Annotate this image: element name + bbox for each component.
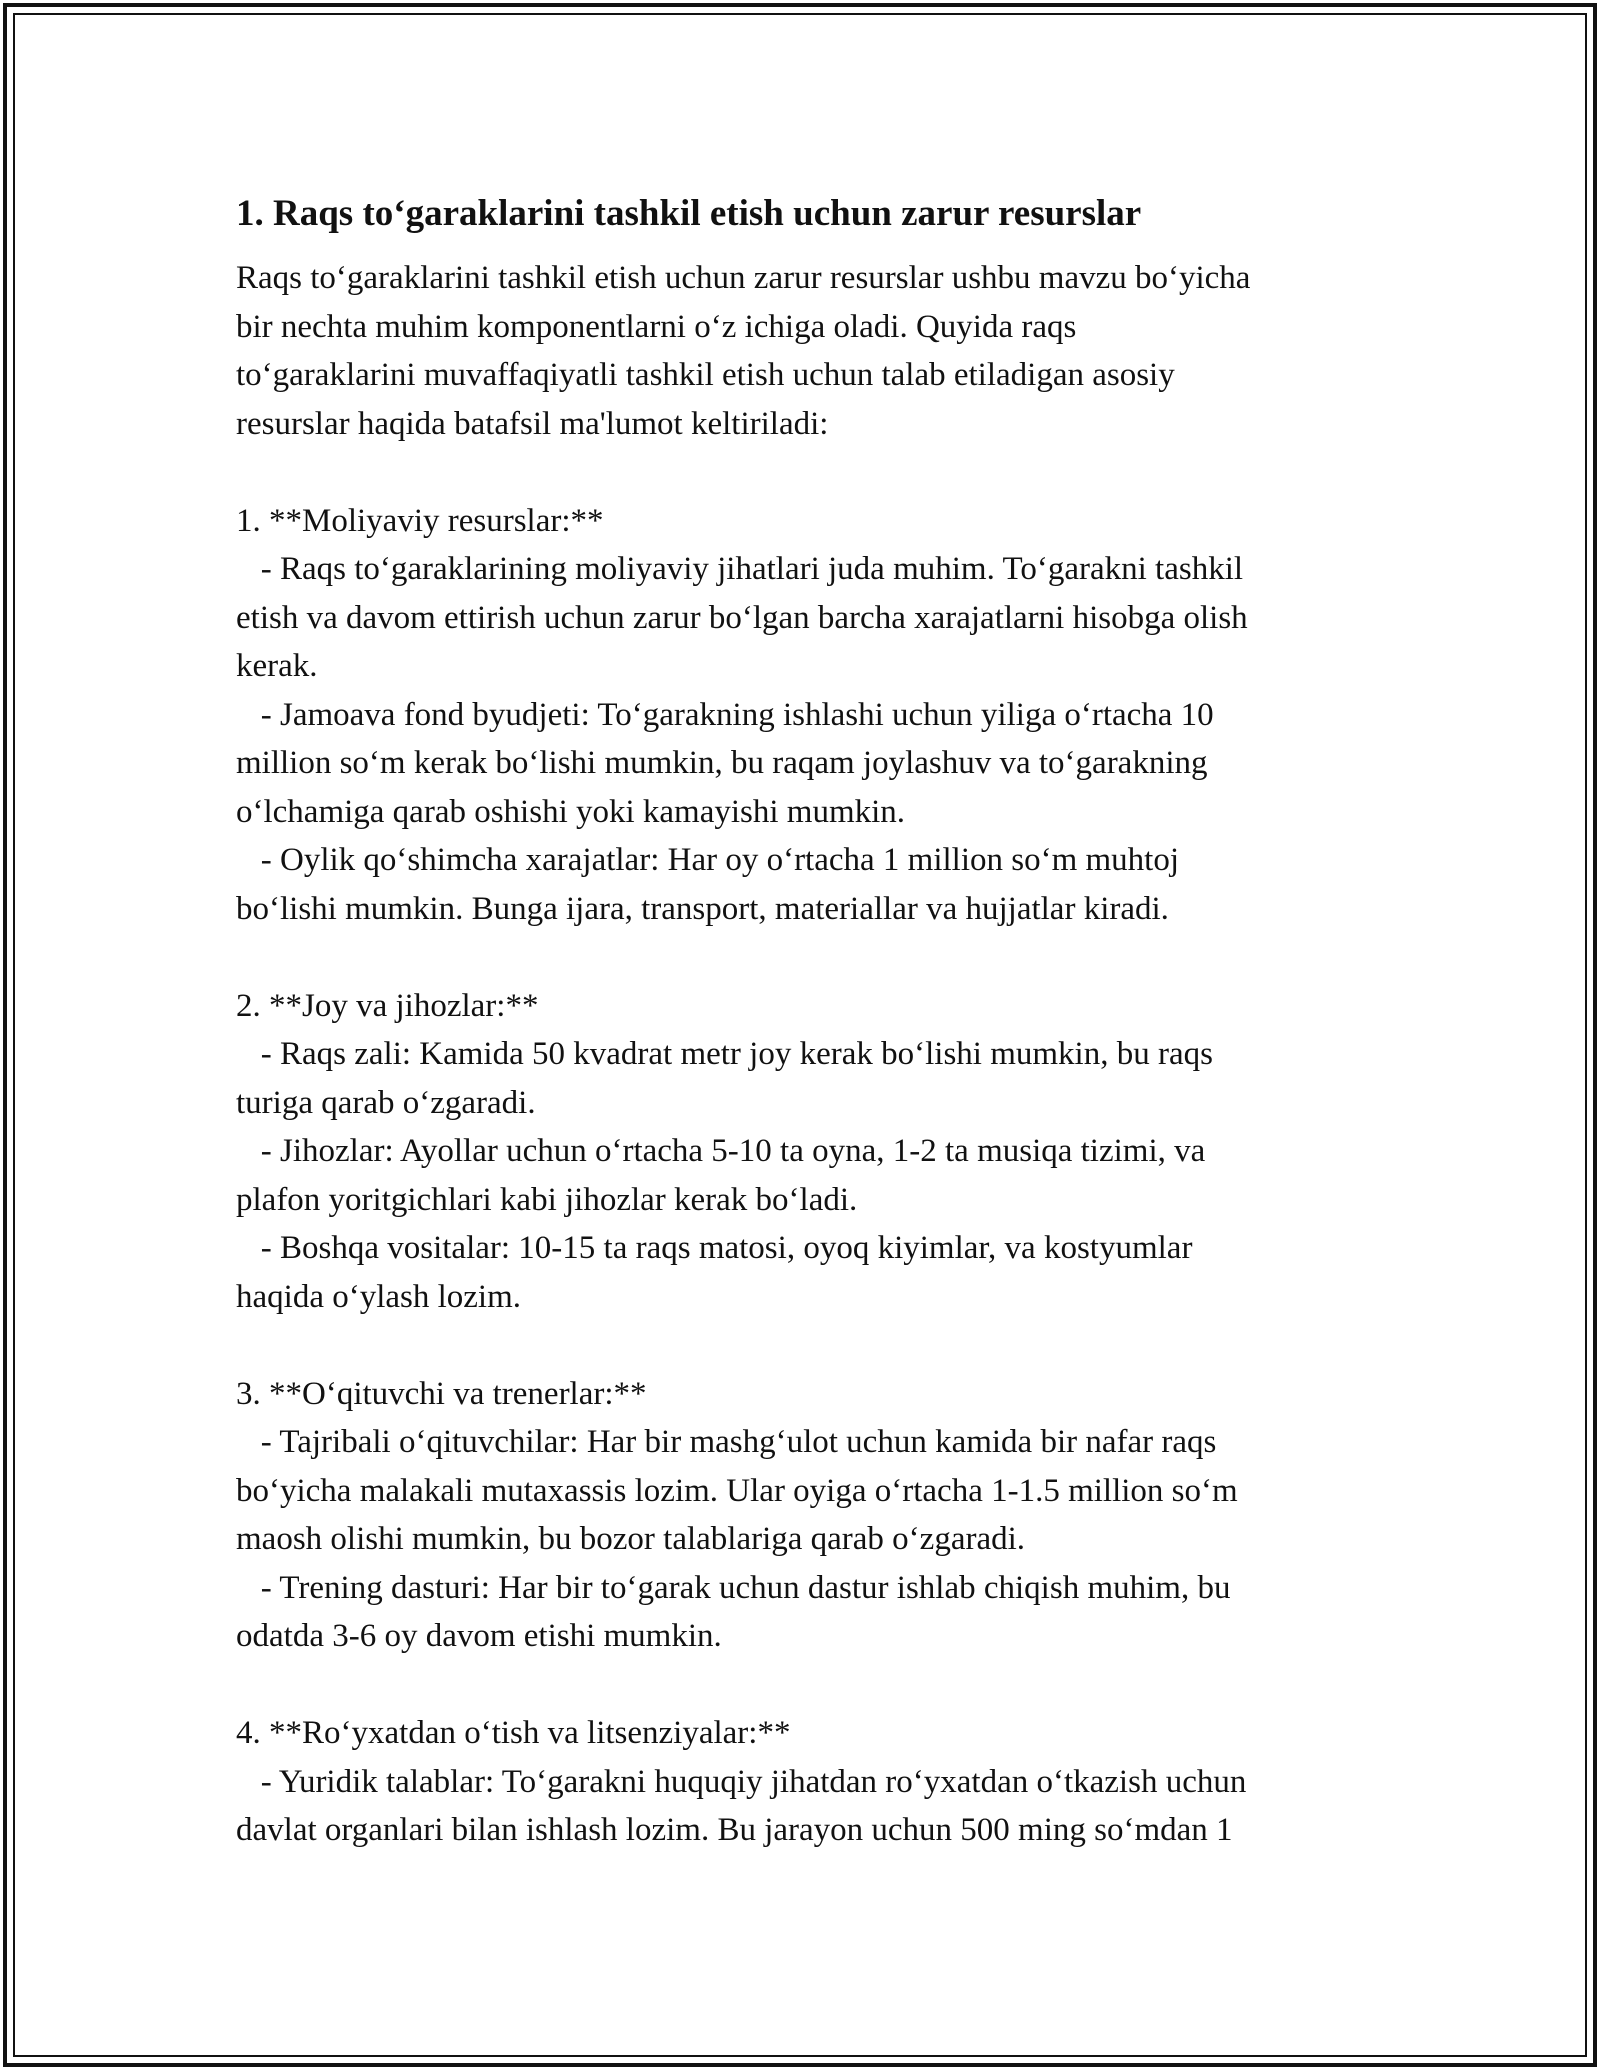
text-line: - Raqs to‘garaklarining moliyaviy jihatlari juda muhim. To‘garakni tashkil <box>236 551 1244 587</box>
text-line: turiga qarab o‘zgaradi. <box>236 1084 536 1121</box>
text-line: etish va davom ettirish uchun zarur bo‘lgan barcha xarajatlarni hisobga olish <box>236 599 1248 636</box>
text-line: kerak. <box>236 648 318 684</box>
text-line: 4. **Ro‘yxatdan o‘tish va litsenziyalar:** <box>236 1715 791 1751</box>
text-line: o‘lchamiga qarab oshishi yoki kamayishi mumkin. <box>236 793 906 830</box>
text-line: resurslar haqida batafsil ma'lumot keltiriladi: <box>236 405 829 442</box>
blank-line <box>236 1321 1376 1370</box>
document-body <box>236 190 1376 1855</box>
text-line: plafon yoritgichlari kabi jihozlar kerak bo‘ladi. <box>236 1181 858 1218</box>
blank-line <box>236 1661 1376 1710</box>
text-line: 3. **O‘qituvchi va trenerlar:** <box>236 1375 647 1412</box>
text-line: to‘garaklarini muvaffaqiyatli tashkil etish uchun talab etiladigan asosiy <box>236 357 1175 393</box>
text-line: haqida o‘ylash lozim. <box>236 1278 522 1315</box>
section-heading: 1. Raqs to‘garaklarini tashkil etish uchun zarur resurslar <box>236 193 1142 234</box>
text-line: davlat organlari bilan ishlash lozim. Bu jarayon uchun 500 ming so‘mdan 1 <box>236 1812 1233 1848</box>
body-text <box>236 254 1376 1855</box>
text-line: - Raqs zali: Kamida 50 kvadrat metr joy kerak bo‘lishi mumkin, bu raqs <box>236 1036 1213 1072</box>
text-line: - Trening dasturi: Har bir to‘garak uchun dastur ishlab chiqish muhim, bu <box>236 1569 1231 1606</box>
text-line: - Boshqa vositalar: 10-15 ta raqs matosi, oyoq kiyimlar, va kostyumlar <box>236 1230 1193 1266</box>
text-line: - Oylik qo‘shimcha xarajatlar: Har oy o‘rtacha 1 million so‘m muhtoj <box>236 842 1180 878</box>
text-line: bir nechta muhim komponentlarni o‘z ichiga oladi. Quyida raqs <box>236 308 1077 345</box>
blank-line <box>236 448 1376 497</box>
text-line: maosh olishi mumkin, bu bozor talablariga qarab o‘zgaradi. <box>236 1521 1026 1557</box>
text-line: - Yuridik talablar: To‘garakni huquqiy jihatdan ro‘yxatdan o‘tkazish uchun <box>236 1763 1247 1800</box>
blank-line <box>236 933 1376 982</box>
text-line: 1. **Moliyaviy resurslar:** <box>236 502 604 539</box>
text-line: bo‘lishi mumkin. Bunga ijara, transport, materiallar va hujjatlar kiradi. <box>236 890 1169 927</box>
text-line: 2. **Joy va jihozlar:** <box>236 987 539 1024</box>
text-line: - Jihozlar: Ayollar uchun o‘rtacha 5-10 ta oyna, 1-2 ta musiqa tizimi, va <box>236 1133 1206 1169</box>
text-line: bo‘yicha malakali mutaxassis lozim. Ular oyiga o‘rtacha 1-1.5 million so‘m <box>236 1472 1238 1509</box>
text-line: - Tajribali o‘qituvchilar: Har bir mashg‘ulot uchun kamida bir nafar raqs <box>236 1424 1217 1460</box>
text-line: - Jamoava fond byudjeti: To‘garakning ishlashi uchun yiliga o‘rtacha 10 <box>236 696 1214 733</box>
text-line: odatda 3-6 oy davom etishi mumkin. <box>236 1618 722 1654</box>
text-line: Raqs to‘garaklarini tashkil etish uchun zarur resurslar ushbu mavzu bo‘yicha <box>236 260 1251 296</box>
text-line: million so‘m kerak bo‘lishi mumkin, bu raqam joylashuv va to‘garakning <box>236 745 1208 781</box>
